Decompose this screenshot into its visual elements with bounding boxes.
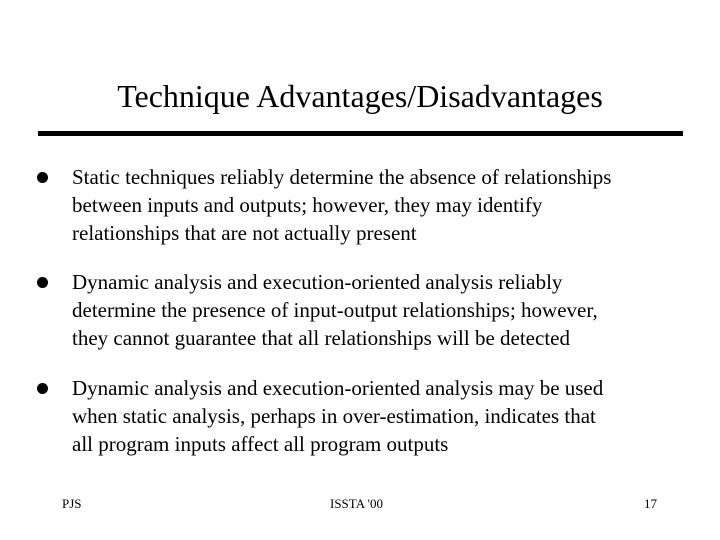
- title-divider: [38, 131, 683, 136]
- footer-page-number: 17: [644, 496, 657, 511]
- bullet-text: Static techniques reliably determine the absence of relationships between inputs and outputs; however, they may identify relationships that are not actually present: [72, 165, 612, 245]
- footer-conference: ISSTA '00: [330, 496, 383, 511]
- bullet-text: Dynamic analysis and execution-oriented analysis reliably determine the presence of input-output relationships; however, they cannot guarantee that all relationships will be detected: [72, 270, 598, 350]
- bullet-dot-icon: [37, 172, 48, 183]
- bullet-dot-icon: [37, 383, 48, 394]
- footer-author: PJS: [62, 496, 82, 511]
- bullet-text: Dynamic analysis and execution-oriented analysis may be used when static analysis, perhaps in over-estimation, indicates that all program inputs affect all program outputs: [72, 376, 604, 456]
- slide-title: Technique Advantages/Disadvantages: [117, 78, 603, 114]
- bullet-dot-icon: [37, 277, 48, 288]
